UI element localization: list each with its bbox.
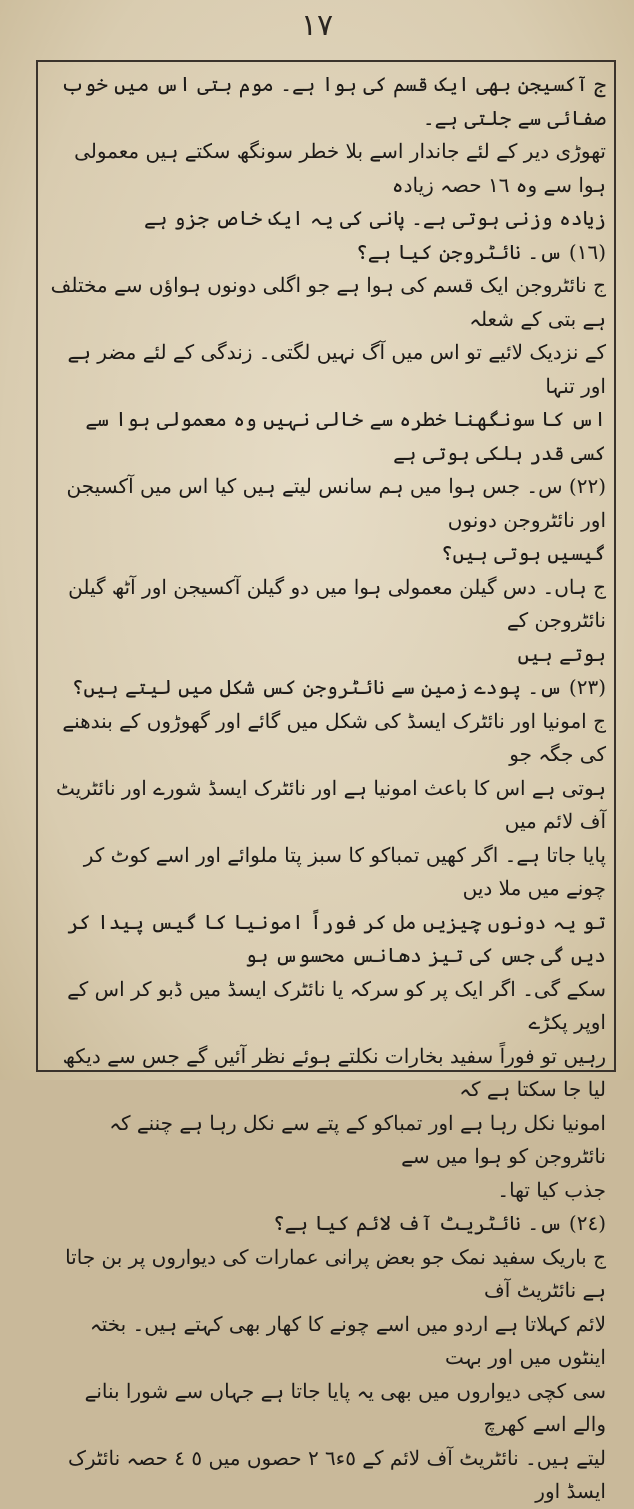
text-line: (١٦) س۔ نائٹروجن کیا ہے؟ (355, 239, 606, 264)
text-line: کے نزدیک لائیے تو اس میں آگ نہیں لگتی۔ زندگی کے لئے مضر ہے اور تنہا (67, 340, 606, 398)
text-line: ج آکسیجن بھی ایک قسم کی ہوا ہے۔ موم بتی اس میں خوب صفائی سے جلتی ہے۔ (60, 72, 606, 130)
text-line: ج باریک سفید نمک جو بعض پرانی عمارات کی دیواروں پر بن جاتا ہے نائٹریٹ آف (65, 1244, 606, 1302)
text-line: تھوڑی دیر کے لئے جاندار اسے بلا خطر سونگھ سکتے ہیں معمولی ہوا سے وہ ١٦ حصہ زیادہ (74, 139, 606, 197)
text-line: (٢٣) س۔ پودے زمین سے نائٹروجن کس شکل میں لیتے ہیں؟ (71, 675, 606, 699)
text-line: تو یہ دونوں چیزیں مل کر فوراً امونیا کا گیس پیدا کر دیں گی جس کی تیز دھانس محسوس ہو (67, 909, 606, 967)
text-line: لائم کہلاتا ہے اردو میں اسے چونے کا کھار بھی کہتے ہیں۔ بختہ اینٹوں میں اور بہت (89, 1311, 606, 1369)
text-line: امونیا نکل رہا ہے اور تمباکو کے پتے سے نکل رہا ہے چننے کہ نائٹروجن کو ہوا میں سے (109, 1110, 606, 1168)
text-line: جذب کیا تھا۔ (497, 1177, 606, 1202)
text-line: (٢٤) س۔ نائٹریٹ آف لائم کیا ہے؟ (272, 1211, 606, 1235)
text-line: گیسیں ہوتی ہیں؟ (440, 541, 606, 565)
text-line: اس کا سونگھنا خطرہ سے خالی نہیں وہ معمولی ہوا سے کسی قدر ہلکی ہوتی ہے (85, 407, 606, 465)
text-line: ج ہاں۔ دس گیلن معمولی ہوا میں دو گیلن آکسیجن اور آٹھ گیلن نائٹروجن کے (68, 574, 606, 632)
text-line: لیتے ہیں۔ نائٹریٹ آف لائم کے ٥ء٦ ٢ حصوں میں ٥ ٤ حصہ نائٹرک ایسڈ اور (67, 1445, 606, 1503)
text-line: پایا جاتا ہے۔ اگر کھیں تمباکو کا سبز پتا ملوائے اور اسے کوٹ کر چونے میں ملا دیں (83, 842, 606, 900)
text-line: ج امونیا اور نائٹرک ایسڈ کی شکل میں گائے اور گھوڑوں کے بندھنے کی جگہ جو (62, 708, 606, 766)
text-line: رہیں تو فوراً سفید بخارات نکلتے ہوئے نظر آئیں گے جس سے دیکھ لیا جا سکتا ہے کہ (62, 1043, 606, 1101)
text-line: ہوتی ہے اس کا باعث امونیا ہے اور نائٹرک ایسڈ شورے اور نائٹریٹ آف لائم میں (56, 775, 606, 833)
text-line: (٢٢) س۔ جس ہوا میں ہم سانس لیتے ہیں کیا اس میں آکسیجن اور نائٹروجن دونوں (66, 474, 606, 532)
page-number: ١٧ (300, 8, 334, 43)
text-line: سی کچی دیواروں میں بھی یہ پایا جاتا ہے جہاں سے شورا بنانے والے اسے کھرچ (84, 1378, 606, 1436)
body-text (48, 68, 606, 1503)
text-line: زیادہ وزنی ہوتی ہے۔ پانی کی یہ ایک خاص جزو ہے (143, 206, 606, 230)
text-line: ہوتے ہیں (517, 641, 606, 666)
text-line: سکے گی۔ اگر ایک پر کو سرکہ یا نائٹرک ایسڈ میں ڈبو کر اس کے اوپر پکڑے (67, 976, 606, 1034)
text-line: ج نائٹروجن ایک قسم کی ہوا ہے جو اگلی دونوں ہواؤں سے مختلف ہے بتی کے شعلہ (50, 273, 606, 331)
